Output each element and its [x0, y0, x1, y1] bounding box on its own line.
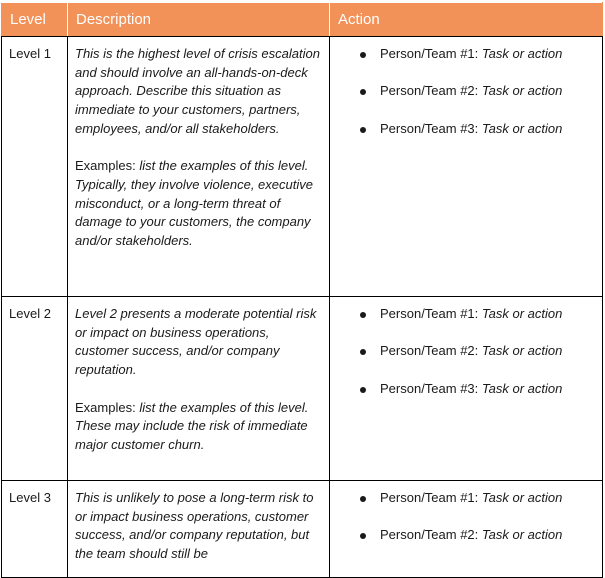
examples-text [75, 157, 325, 251]
action-item [336, 489, 596, 508]
action-task: Task or action [481, 527, 563, 543]
action-who: Person/Team #1: [380, 46, 482, 61]
examples-prefix: Examples: [75, 158, 140, 174]
description-cell [68, 297, 330, 481]
header-row [2, 3, 603, 37]
level-cell: Level 1 [2, 37, 68, 297]
examples-text [75, 399, 325, 455]
action-cell [330, 481, 603, 578]
action-item [336, 305, 596, 324]
header-level: Level [2, 3, 68, 37]
action-item [336, 342, 596, 361]
action-list [336, 45, 596, 138]
action-task: Task or action [481, 120, 563, 136]
description-cell [68, 37, 330, 297]
level-cell: Level 2 [2, 297, 68, 481]
action-task: Task or action [481, 83, 563, 99]
description-cell [68, 481, 330, 578]
level-cell: Level 3 [2, 481, 68, 578]
header-description: Description [68, 3, 330, 37]
table-row-level-3 [2, 481, 603, 578]
examples-prefix: Examples: [75, 399, 140, 415]
action-task: Task or action [481, 343, 563, 359]
table-row-level-2 [2, 297, 603, 481]
action-who: Person/Team #2: [380, 83, 482, 99]
examples-emph: list the examples of this level. These may include the risk of immediate major customer churn. [75, 399, 309, 452]
action-task: Task or action [481, 306, 563, 321]
action-who: Person/Team #2: [380, 343, 482, 359]
action-list [336, 305, 596, 398]
action-task: Task or action [481, 46, 563, 61]
crisis-escalation-table [1, 2, 603, 578]
action-cell [330, 37, 603, 297]
table-row-level-1 [2, 37, 603, 297]
action-who: Person/Team #1: [380, 306, 482, 321]
description-text: Level 2 presents a moderate potential risk or impact on business operations, customer success, and/or company reputation. [75, 306, 317, 378]
action-list [336, 489, 596, 545]
action-task: Task or action [481, 490, 563, 505]
action-item [336, 526, 596, 545]
action-cell [330, 297, 603, 481]
action-who: Person/Team #1: [380, 490, 482, 505]
action-item [336, 82, 596, 101]
action-who: Person/Team #3: [380, 380, 482, 396]
description-text: This is the highest level of crisis escalation and should involve an all-hands-on-deck approach. Describe this situation as immediate to your customers, partners, employees, and/or all stakeholders. [75, 46, 320, 136]
action-who: Person/Team #2: [380, 527, 482, 543]
examples-emph: list the examples of this level. Typically, they involve violence, executive misconduct, or a long-term threat of damage to your customers, the company and/or stakeholders. [75, 158, 313, 249]
action-item [336, 45, 596, 64]
action-item [336, 380, 596, 399]
action-task: Task or action [481, 380, 563, 396]
action-who: Person/Team #3: [380, 120, 482, 136]
action-item [336, 120, 596, 139]
description-text: This is unlikely to pose a long-term risk to or impact business operations, customer success, and/or company reputation, but the team should still be [75, 490, 314, 562]
header-action: Action [330, 3, 603, 37]
